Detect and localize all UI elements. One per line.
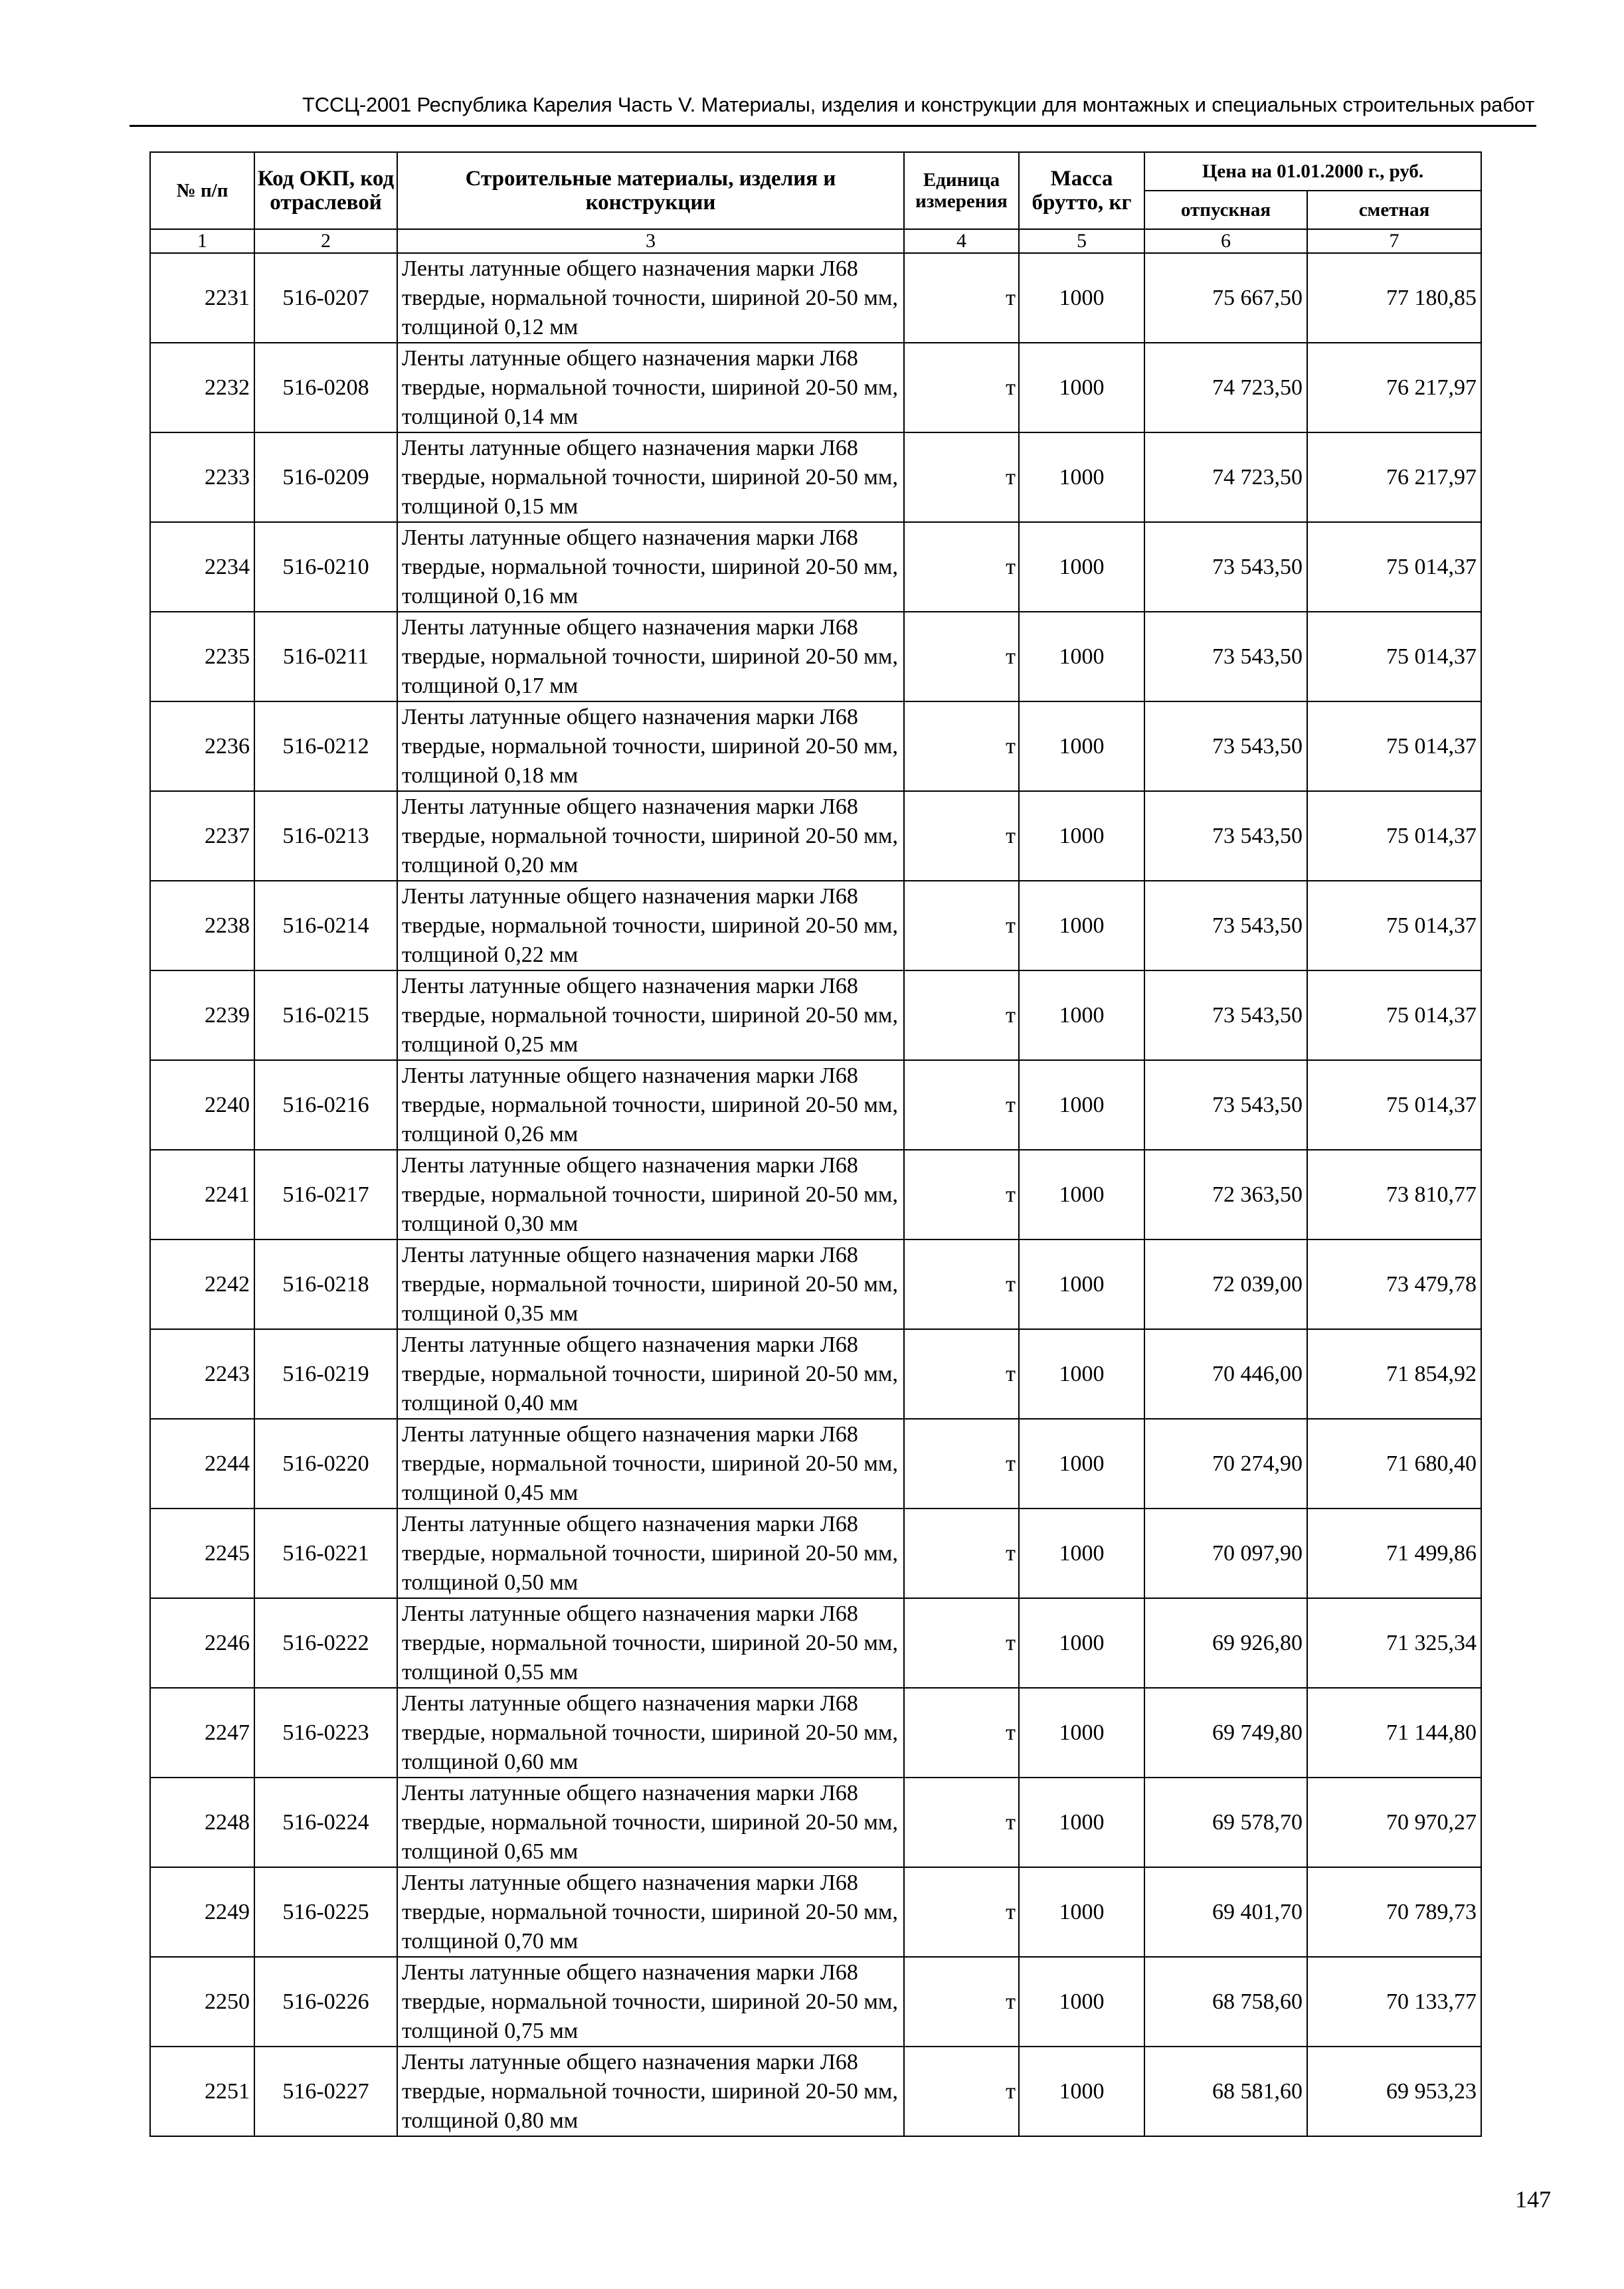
table-row bbox=[150, 1867, 1481, 1957]
price-release: 73 543,50 bbox=[1144, 612, 1307, 701]
price-release: 73 543,50 bbox=[1144, 791, 1307, 881]
price-release: 73 543,50 bbox=[1144, 522, 1307, 612]
col-header-mass: Масса брутто, кг bbox=[1019, 152, 1144, 229]
price-release: 72 363,50 bbox=[1144, 1150, 1307, 1239]
col-header-unit: Единица измерения bbox=[904, 152, 1019, 229]
gross-mass: 1000 bbox=[1019, 432, 1144, 522]
price-release: 73 543,50 bbox=[1144, 970, 1307, 1060]
price-estimate: 71 680,40 bbox=[1307, 1419, 1481, 1509]
okp-code: 516-0223 bbox=[254, 1688, 397, 1778]
table-row bbox=[150, 791, 1481, 881]
okp-code: 516-0218 bbox=[254, 1239, 397, 1329]
col-header-price-estimate: сметная bbox=[1307, 191, 1481, 229]
table-row bbox=[150, 1778, 1481, 1867]
table-row bbox=[150, 1957, 1481, 2047]
price-estimate: 70 970,27 bbox=[1307, 1778, 1481, 1867]
col-header-price-release: отпускная bbox=[1144, 191, 1307, 229]
material-description: Ленты латунные общего назначения марки Л68 твердые, нормальной точности, шириной 20-50 мм, толщиной 0,14 мм bbox=[397, 343, 904, 432]
material-description: Ленты латунные общего назначения марки Л68 твердые, нормальной точности, шириной 20-50 мм, толщиной 0,65 мм bbox=[397, 1778, 904, 1867]
table-row bbox=[150, 1150, 1481, 1239]
price-release: 74 723,50 bbox=[1144, 343, 1307, 432]
row-index: 2234 bbox=[150, 522, 254, 612]
unit-of-measure: т bbox=[904, 1509, 1019, 1598]
price-estimate: 71 325,34 bbox=[1307, 1598, 1481, 1688]
material-description: Ленты латунные общего назначения марки Л68 твердые, нормальной точности, шириной 20-50 мм, толщиной 0,16 мм bbox=[397, 522, 904, 612]
unit-of-measure: т bbox=[904, 881, 1019, 970]
okp-code: 516-0224 bbox=[254, 1778, 397, 1867]
unit-of-measure: т bbox=[904, 701, 1019, 791]
table-row bbox=[150, 522, 1481, 612]
unit-of-measure: т bbox=[904, 1598, 1019, 1688]
table-row bbox=[150, 1598, 1481, 1688]
price-estimate: 69 953,23 bbox=[1307, 2047, 1481, 2136]
gross-mass: 1000 bbox=[1019, 1509, 1144, 1598]
column-number: 4 bbox=[904, 229, 1019, 253]
table-row bbox=[150, 1509, 1481, 1598]
price-estimate: 75 014,37 bbox=[1307, 1060, 1481, 1150]
row-index: 2236 bbox=[150, 701, 254, 791]
okp-code: 516-0215 bbox=[254, 970, 397, 1060]
price-release: 70 446,00 bbox=[1144, 1329, 1307, 1419]
price-estimate: 76 217,97 bbox=[1307, 432, 1481, 522]
okp-code: 516-0207 bbox=[254, 253, 397, 343]
price-estimate: 71 499,86 bbox=[1307, 1509, 1481, 1598]
row-index: 2241 bbox=[150, 1150, 254, 1239]
table-body bbox=[150, 229, 1481, 2136]
material-description: Ленты латунные общего назначения марки Л68 твердые, нормальной точности, шириной 20-50 мм, толщиной 0,75 мм bbox=[397, 1957, 904, 2047]
unit-of-measure: т bbox=[904, 1419, 1019, 1509]
price-estimate: 75 014,37 bbox=[1307, 612, 1481, 701]
gross-mass: 1000 bbox=[1019, 1060, 1144, 1150]
price-estimate: 75 014,37 bbox=[1307, 522, 1481, 612]
row-index: 2232 bbox=[150, 343, 254, 432]
gross-mass: 1000 bbox=[1019, 1957, 1144, 2047]
table-row bbox=[150, 1329, 1481, 1419]
row-index: 2251 bbox=[150, 2047, 254, 2136]
okp-code: 516-0219 bbox=[254, 1329, 397, 1419]
col-header-okp-code: Код ОКП, код отраслевой bbox=[254, 152, 397, 229]
unit-of-measure: т bbox=[904, 432, 1019, 522]
gross-mass: 1000 bbox=[1019, 343, 1144, 432]
material-description: Ленты латунные общего назначения марки Л68 твердые, нормальной точности, шириной 20-50 мм, толщиной 0,60 мм bbox=[397, 1688, 904, 1778]
column-number: 3 bbox=[397, 229, 904, 253]
row-index: 2247 bbox=[150, 1688, 254, 1778]
material-description: Ленты латунные общего назначения марки Л68 твердые, нормальной точности, шириной 20-50 мм, толщиной 0,15 мм bbox=[397, 432, 904, 522]
col-header-price-group: Цена на 01.01.2000 г., руб. bbox=[1144, 152, 1481, 191]
material-description: Ленты латунные общего назначения марки Л68 твердые, нормальной точности, шириной 20-50 мм, толщиной 0,35 мм bbox=[397, 1239, 904, 1329]
gross-mass: 1000 bbox=[1019, 612, 1144, 701]
material-description: Ленты латунные общего назначения марки Л68 твердые, нормальной точности, шириной 20-50 мм, толщиной 0,45 мм bbox=[397, 1419, 904, 1509]
material-description: Ленты латунные общего назначения марки Л68 твердые, нормальной точности, шириной 20-50 мм, толщиной 0,22 мм bbox=[397, 881, 904, 970]
header-rule bbox=[130, 125, 1536, 127]
gross-mass: 1000 bbox=[1019, 1239, 1144, 1329]
price-release: 68 758,60 bbox=[1144, 1957, 1307, 2047]
price-estimate: 77 180,85 bbox=[1307, 253, 1481, 343]
okp-code: 516-0216 bbox=[254, 1060, 397, 1150]
row-index: 2244 bbox=[150, 1419, 254, 1509]
gross-mass: 1000 bbox=[1019, 1419, 1144, 1509]
material-description: Ленты латунные общего назначения марки Л68 твердые, нормальной точности, шириной 20-50 мм, толщиной 0,20 мм bbox=[397, 791, 904, 881]
price-estimate: 75 014,37 bbox=[1307, 791, 1481, 881]
okp-code: 516-0227 bbox=[254, 2047, 397, 2136]
price-release: 69 926,80 bbox=[1144, 1598, 1307, 1688]
gross-mass: 1000 bbox=[1019, 1598, 1144, 1688]
okp-code: 516-0221 bbox=[254, 1509, 397, 1598]
table-row bbox=[150, 701, 1481, 791]
price-estimate: 71 854,92 bbox=[1307, 1329, 1481, 1419]
table-row bbox=[150, 1688, 1481, 1778]
okp-code: 516-0208 bbox=[254, 343, 397, 432]
table-row bbox=[150, 1060, 1481, 1150]
price-estimate: 75 014,37 bbox=[1307, 701, 1481, 791]
material-description: Ленты латунные общего назначения марки Л68 твердые, нормальной точности, шириной 20-50 мм, толщиной 0,30 мм bbox=[397, 1150, 904, 1239]
okp-code: 516-0225 bbox=[254, 1867, 397, 1957]
table-row bbox=[150, 1419, 1481, 1509]
table-row bbox=[150, 612, 1481, 701]
okp-code: 516-0213 bbox=[254, 791, 397, 881]
price-table bbox=[149, 151, 1482, 2137]
gross-mass: 1000 bbox=[1019, 253, 1144, 343]
material-description: Ленты латунные общего назначения марки Л68 твердые, нормальной точности, шириной 20-50 мм, толщиной 0,25 мм bbox=[397, 970, 904, 1060]
row-index: 2245 bbox=[150, 1509, 254, 1598]
gross-mass: 1000 bbox=[1019, 2047, 1144, 2136]
table-row bbox=[150, 343, 1481, 432]
unit-of-measure: т bbox=[904, 791, 1019, 881]
unit-of-measure: т bbox=[904, 970, 1019, 1060]
material-description: Ленты латунные общего назначения марки Л68 твердые, нормальной точности, шириной 20-50 мм, толщиной 0,18 мм bbox=[397, 701, 904, 791]
okp-code: 516-0214 bbox=[254, 881, 397, 970]
price-release: 69 749,80 bbox=[1144, 1688, 1307, 1778]
row-index: 2250 bbox=[150, 1957, 254, 2047]
price-release: 70 274,90 bbox=[1144, 1419, 1307, 1509]
price-estimate: 71 144,80 bbox=[1307, 1688, 1481, 1778]
okp-code: 516-0210 bbox=[254, 522, 397, 612]
gross-mass: 1000 bbox=[1019, 522, 1144, 612]
column-number: 6 bbox=[1144, 229, 1307, 253]
price-release: 73 543,50 bbox=[1144, 1060, 1307, 1150]
material-description: Ленты латунные общего назначения марки Л68 твердые, нормальной точности, шириной 20-50 мм, толщиной 0,80 мм bbox=[397, 2047, 904, 2136]
price-estimate: 73 810,77 bbox=[1307, 1150, 1481, 1239]
material-description: Ленты латунные общего назначения марки Л68 твердые, нормальной точности, шириной 20-50 мм, толщиной 0,12 мм bbox=[397, 253, 904, 343]
unit-of-measure: т bbox=[904, 612, 1019, 701]
unit-of-measure: т bbox=[904, 1957, 1019, 2047]
okp-code: 516-0226 bbox=[254, 1957, 397, 2047]
gross-mass: 1000 bbox=[1019, 1778, 1144, 1867]
okp-code: 516-0222 bbox=[254, 1598, 397, 1688]
material-description: Ленты латунные общего назначения марки Л68 твердые, нормальной точности, шириной 20-50 мм, толщиной 0,55 мм bbox=[397, 1598, 904, 1688]
gross-mass: 1000 bbox=[1019, 970, 1144, 1060]
unit-of-measure: т bbox=[904, 1867, 1019, 1957]
unit-of-measure: т bbox=[904, 2047, 1019, 2136]
column-number: 5 bbox=[1019, 229, 1144, 253]
row-index: 2233 bbox=[150, 432, 254, 522]
row-index: 2249 bbox=[150, 1867, 254, 1957]
gross-mass: 1000 bbox=[1019, 701, 1144, 791]
okp-code: 516-0212 bbox=[254, 701, 397, 791]
price-release: 72 039,00 bbox=[1144, 1239, 1307, 1329]
row-index: 2243 bbox=[150, 1329, 254, 1419]
gross-mass: 1000 bbox=[1019, 881, 1144, 970]
gross-mass: 1000 bbox=[1019, 1867, 1144, 1957]
table-row bbox=[150, 881, 1481, 970]
gross-mass: 1000 bbox=[1019, 1150, 1144, 1239]
price-estimate: 73 479,78 bbox=[1307, 1239, 1481, 1329]
row-index: 2237 bbox=[150, 791, 254, 881]
price-release: 73 543,50 bbox=[1144, 701, 1307, 791]
unit-of-measure: т bbox=[904, 1239, 1019, 1329]
table-row bbox=[150, 432, 1481, 522]
row-index: 2240 bbox=[150, 1060, 254, 1150]
price-release: 68 581,60 bbox=[1144, 2047, 1307, 2136]
gross-mass: 1000 bbox=[1019, 1329, 1144, 1419]
col-header-material: Строительные материалы, изделия и конструкции bbox=[397, 152, 904, 229]
material-description: Ленты латунные общего назначения марки Л68 твердые, нормальной точности, шириной 20-50 мм, толщиной 0,17 мм bbox=[397, 612, 904, 701]
okp-code: 516-0209 bbox=[254, 432, 397, 522]
row-index: 2238 bbox=[150, 881, 254, 970]
price-estimate: 75 014,37 bbox=[1307, 970, 1481, 1060]
table-row bbox=[150, 253, 1481, 343]
row-index: 2231 bbox=[150, 253, 254, 343]
page-number: 147 bbox=[1515, 2186, 1551, 2213]
price-release: 69 401,70 bbox=[1144, 1867, 1307, 1957]
unit-of-measure: т bbox=[904, 1060, 1019, 1150]
okp-code: 516-0217 bbox=[254, 1150, 397, 1239]
unit-of-measure: т bbox=[904, 253, 1019, 343]
material-description: Ленты латунные общего назначения марки Л68 твердые, нормальной точности, шириной 20-50 мм, толщиной 0,70 мм bbox=[397, 1867, 904, 1957]
row-index: 2235 bbox=[150, 612, 254, 701]
unit-of-measure: т bbox=[904, 1150, 1019, 1239]
gross-mass: 1000 bbox=[1019, 791, 1144, 881]
row-index: 2239 bbox=[150, 970, 254, 1060]
unit-of-measure: т bbox=[904, 1778, 1019, 1867]
unit-of-measure: т bbox=[904, 1688, 1019, 1778]
price-estimate: 75 014,37 bbox=[1307, 881, 1481, 970]
table-row bbox=[150, 2047, 1481, 2136]
unit-of-measure: т bbox=[904, 343, 1019, 432]
okp-code: 516-0211 bbox=[254, 612, 397, 701]
price-release: 69 578,70 bbox=[1144, 1778, 1307, 1867]
price-release: 70 097,90 bbox=[1144, 1509, 1307, 1598]
row-index: 2242 bbox=[150, 1239, 254, 1329]
row-index: 2246 bbox=[150, 1598, 254, 1688]
price-release: 74 723,50 bbox=[1144, 432, 1307, 522]
price-estimate: 70 789,73 bbox=[1307, 1867, 1481, 1957]
price-estimate: 76 217,97 bbox=[1307, 343, 1481, 432]
table-header bbox=[150, 152, 1481, 229]
gross-mass: 1000 bbox=[1019, 1688, 1144, 1778]
material-description: Ленты латунные общего назначения марки Л68 твердые, нормальной точности, шириной 20-50 мм, толщиной 0,26 мм bbox=[397, 1060, 904, 1150]
unit-of-measure: т bbox=[904, 522, 1019, 612]
material-description: Ленты латунные общего назначения марки Л68 твердые, нормальной точности, шириной 20-50 мм, толщиной 0,50 мм bbox=[397, 1509, 904, 1598]
price-release: 73 543,50 bbox=[1144, 881, 1307, 970]
column-number: 7 bbox=[1307, 229, 1481, 253]
col-header-index: № п/п bbox=[150, 152, 254, 229]
unit-of-measure: т bbox=[904, 1329, 1019, 1419]
column-numbers-row bbox=[150, 229, 1481, 253]
table-row bbox=[150, 970, 1481, 1060]
column-number: 2 bbox=[254, 229, 397, 253]
price-release: 75 667,50 bbox=[1144, 253, 1307, 343]
row-index: 2248 bbox=[150, 1778, 254, 1867]
price-estimate: 70 133,77 bbox=[1307, 1957, 1481, 2047]
material-description: Ленты латунные общего назначения марки Л68 твердые, нормальной точности, шириной 20-50 мм, толщиной 0,40 мм bbox=[397, 1329, 904, 1419]
running-header: ТССЦ-2001 Республика Карелия Часть V. Материалы, изделия и конструкции для монтажных и специальных строительных работ bbox=[302, 93, 1535, 116]
column-number: 1 bbox=[150, 229, 254, 253]
table-row bbox=[150, 1239, 1481, 1329]
okp-code: 516-0220 bbox=[254, 1419, 397, 1509]
